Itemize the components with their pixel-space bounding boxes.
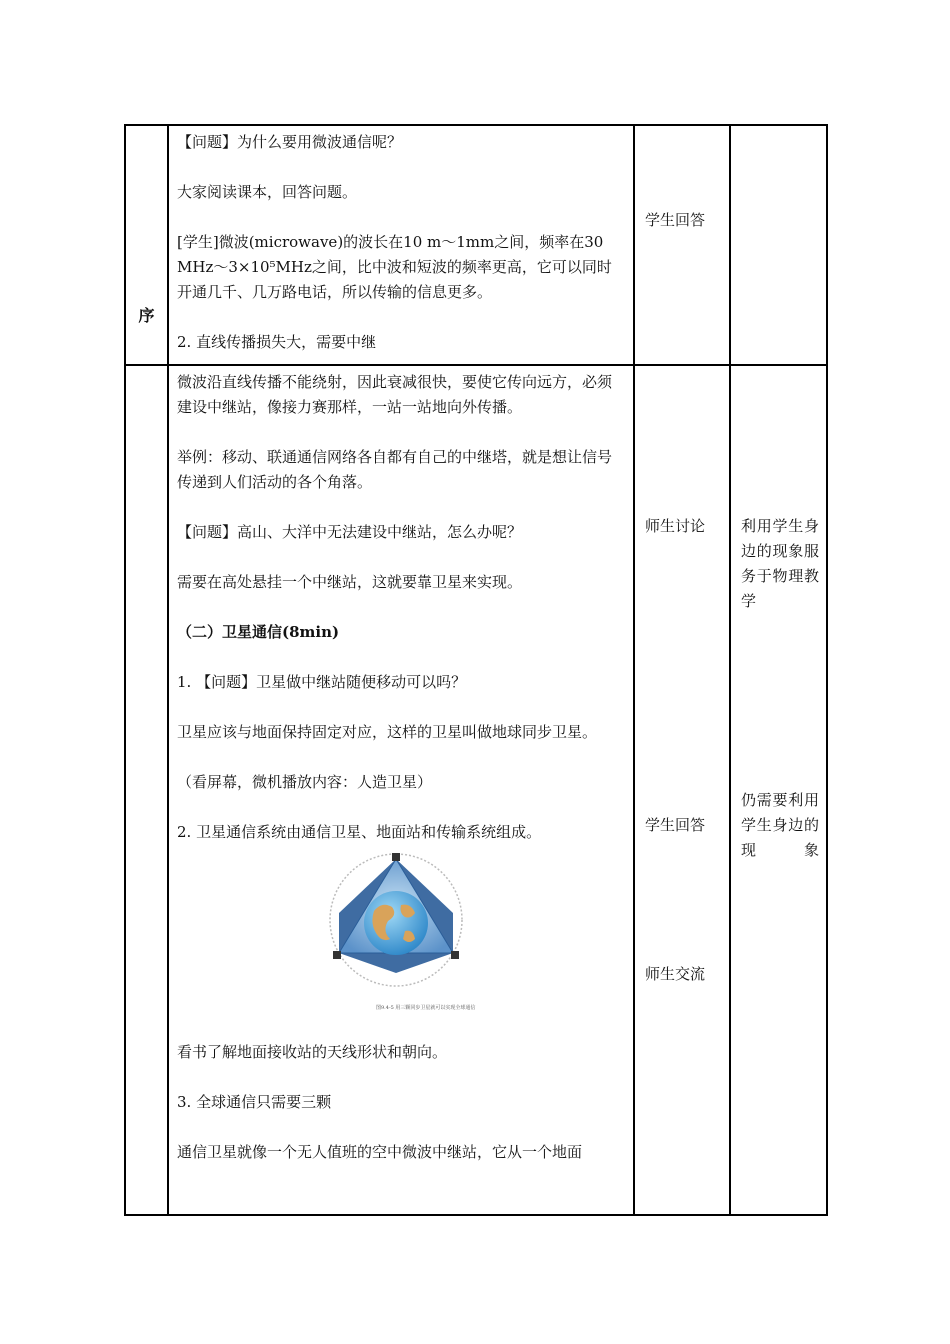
content-cell [168,125,634,365]
table-row [125,125,827,365]
notes-cell [730,125,827,365]
teaching-note: 仍需要利用学生身边的现象 [741,791,819,859]
satellite-icon [333,951,341,959]
sequence-cell [125,125,168,365]
teaching-note: 利用学生身边的现象服务于物理教学 [741,517,819,610]
paragraph: 3. 全球通信只需要三颗 [177,1093,332,1111]
activity-label: 学生回答 [645,211,706,229]
lesson-plan-table [124,124,828,1216]
paragraph: 通信卫星就像一个无人值班的空中微波中继站，它从一个地面 [177,1143,583,1161]
paragraph: 卫星应该与地面保持固定对应，这样的卫星叫做地球同步卫星。 [177,723,598,741]
section-heading: （二）卫星通信(8min) [177,623,340,641]
satellite-icon [392,853,400,861]
paragraph: 【问题】高山、大洋中无法建设中继站，怎么办呢？ [177,523,523,541]
activity-label: 师生讨论 [645,517,706,535]
figure-caption: 图9.4-5 用三颗同步卫星就可以实现全球通信 [376,1005,476,1011]
activity-label: 学生回答 [645,816,706,834]
activity-cell [634,365,730,1215]
paragraph: （看屏幕，微机播放内容：人造卫星） [177,773,433,791]
paragraph: 【问题】为什么要用微波通信呢？ [177,133,403,151]
notes-cell [730,365,827,1215]
paragraph: 需要在高处悬挂一个中继站，这就要靠卫星来实现。 [177,573,523,591]
paragraph: 微波沿直线传播不能绕射，因此衰减很快，要使它传向远方，必须建设中继站，像接力赛那样，一站一站地向外传播。 [177,373,613,416]
activity-cell [634,125,730,365]
content-cell [168,365,634,1215]
paragraph: 举例：移动、联通通信网络各自都有自己的中继塔，就是想让信号传递到人们活动的各个角落。 [177,448,613,491]
paragraph: 看书了解地面接收站的天线形状和朝向。 [177,1043,448,1061]
activity-label: 师生交流 [645,965,706,983]
sequence-label: 序 [138,306,155,325]
satellite-figure [169,853,635,1023]
satellite-icon [451,951,459,959]
paragraph: 2. 直线传播损失大，需要中继 [177,333,377,351]
paragraph: [学生]微波(microwave)的波长在10 m～1mm之间，频率在30 MHz～3×10⁵MHz之间，比中波和短波的频率更高，它可以同时开通几千、几万路电话，所以传输的信息更多。 [177,233,612,301]
paragraph: 大家阅读课本，回答问题。 [177,183,358,201]
table-row [125,365,827,1215]
sequence-cell [125,365,168,1215]
paragraph: 1. 【问题】卫星做中继站随便移动可以吗？ [177,673,467,691]
paragraph: 2. 卫星通信系统由通信卫星、地面站和传输系统组成。 [177,823,542,841]
